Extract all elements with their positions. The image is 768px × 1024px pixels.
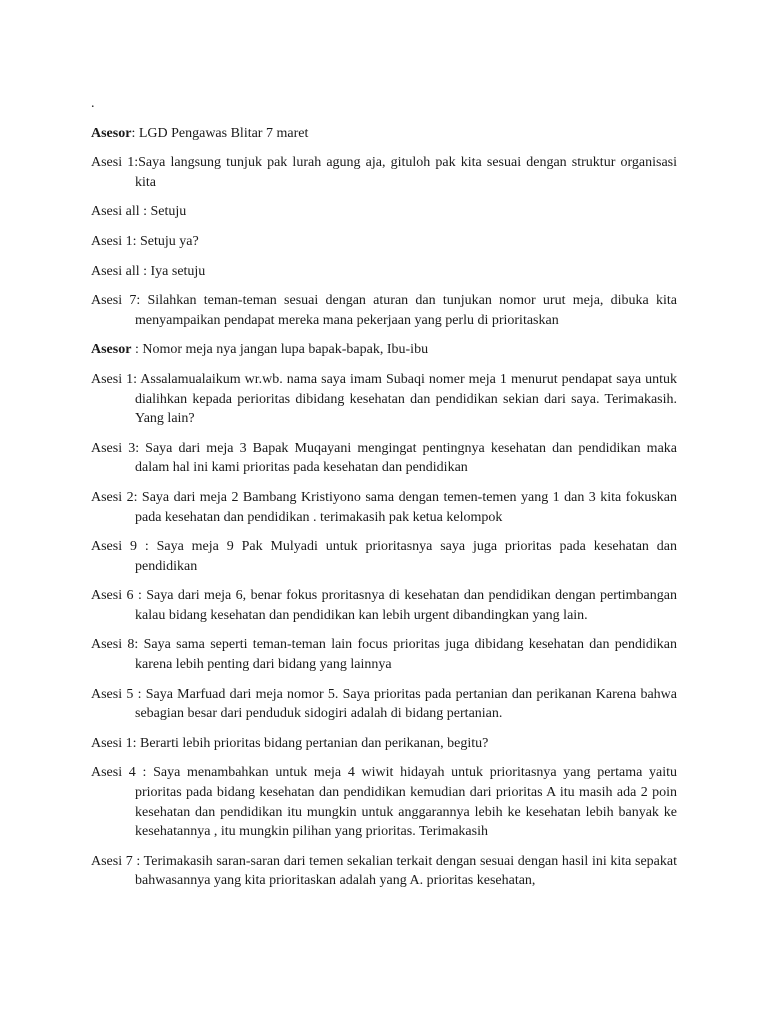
paragraph-text: Asesi all : Setuju xyxy=(91,204,187,220)
transcript-paragraph xyxy=(91,340,677,360)
paragraph-text: Asesi 4 : Saya menambahkan untuk meja 4 wiwit hidayah untuk prioritasnya yang pertama yaitu prioritas pada bidang kesehatan dan pendidikan kemudian dari prioritas A itu masih ada 2 poin kesehatan dan pendidikan itu mungkin untuk anggarannya lebih ke kesehatan lebih banyak ke kesehatannya , itu mungkin pilihan yang prioritas. Terimakasih xyxy=(91,765,677,840)
transcript-paragraph xyxy=(91,586,677,625)
paragraph-text: Asesi 1: Berarti lebih prioritas bidang pertanian dan perikanan, begitu? xyxy=(91,735,489,751)
transcript xyxy=(91,124,677,891)
transcript-paragraph xyxy=(91,763,677,841)
transcript-paragraph xyxy=(91,232,677,252)
transcript-paragraph xyxy=(91,291,677,330)
paragraph-text: : Nomor meja nya jangan lupa bapak-bapak, Ibu-ibu xyxy=(131,342,429,358)
paragraph-text: : LGD Pengawas Blitar 7 maret xyxy=(131,125,309,141)
paragraph-text: Asesi 1:Saya langsung tunjuk pak lurah agung aja, gituloh pak kita sesuai dengan struktur organisasi kita xyxy=(91,155,677,190)
leading-mark: . xyxy=(91,96,95,111)
paragraph-text: Asesi all : Iya setuju xyxy=(91,263,206,279)
paragraph-text: Asesi 7: Silahkan teman-teman sesuai dengan aturan dan tunjukan nomor urut meja, dibuka kita menyampaikan pendapat mereka mana pekerjaan yang perlu di prioritaskan xyxy=(91,293,677,328)
transcript-paragraph xyxy=(91,370,677,429)
paragraph-text: Asesi 8: Saya sama seperti teman-teman lain focus prioritas juga dibidang kesehatan dan pendidikan karena lebih penting dari bidang yang lainnya xyxy=(91,637,677,673)
speaker-label: Asesor xyxy=(91,125,132,141)
document-body xyxy=(91,94,677,891)
transcript-paragraph xyxy=(91,734,677,754)
paragraph-text: Asesi 2: Saya dari meja 2 Bambang Kristiyono sama dengan temen-temen yang 1 dan 3 kita fokuskan pada kesehatan dan pendidikan . terimakasih pak ketua kelompok xyxy=(91,489,677,525)
speaker-label: Asesor xyxy=(91,342,132,358)
paragraph-text: Asesi 1: Setuju ya? xyxy=(91,233,199,249)
transcript-paragraph xyxy=(91,488,677,527)
paragraph-text: Asesi 5 : Saya Marfuad dari meja nomor 5. Saya prioritas pada pertanian dan perikanan Karena bahwa sebagian besar dari penduduk sidogiri adalah di bidang pertanian. xyxy=(91,686,677,722)
paragraph-text: Asesi 1: Assalamualaikum wr.wb. nama saya imam Subaqi nomer meja 1 menurut pendapat saya untuk dialihkan kepada perioritas dibidang kesehatan dan pendidikan sekian dari saya. Terimakasih. Yang lain? xyxy=(91,371,677,427)
paragraph-text: Asesi 6 : Saya dari meja 6, benar fokus proritasnya di kesehatan dan pendidikan dengan pertimbangan kalau bidang kesehatan dan pendidikan kan lebih urgent dibandingkan yang lain. xyxy=(91,588,677,623)
paragraph-text: Asesi 3: Saya dari meja 3 Bapak Muqayani mengingat pentingnya kesehatan dan pendidikan maka dalam hal ini kami prioritas pada kesehatan dan pendidikan xyxy=(91,440,677,476)
transcript-paragraph xyxy=(91,685,677,724)
transcript-paragraph xyxy=(91,635,677,674)
transcript-paragraph xyxy=(91,124,677,144)
transcript-paragraph xyxy=(91,439,677,478)
transcript-paragraph xyxy=(91,537,677,576)
transcript-paragraph xyxy=(91,202,677,222)
paragraph-text: Asesi 9 : Saya meja 9 Pak Mulyadi untuk prioritasnya saya juga prioritas pada kesehatan dan pendidikan xyxy=(91,539,677,574)
transcript-paragraph xyxy=(91,852,677,891)
transcript-paragraph xyxy=(91,262,677,282)
transcript-paragraph xyxy=(91,153,677,192)
paragraph-text: Asesi 7 : Terimakasih saran-saran dari temen sekalian terkait dengan sesuai dengan hasil ini kita sepakat bahwasannya yang kita prioritaskan adalah yang A. prioritas kesehatan, xyxy=(91,853,677,889)
